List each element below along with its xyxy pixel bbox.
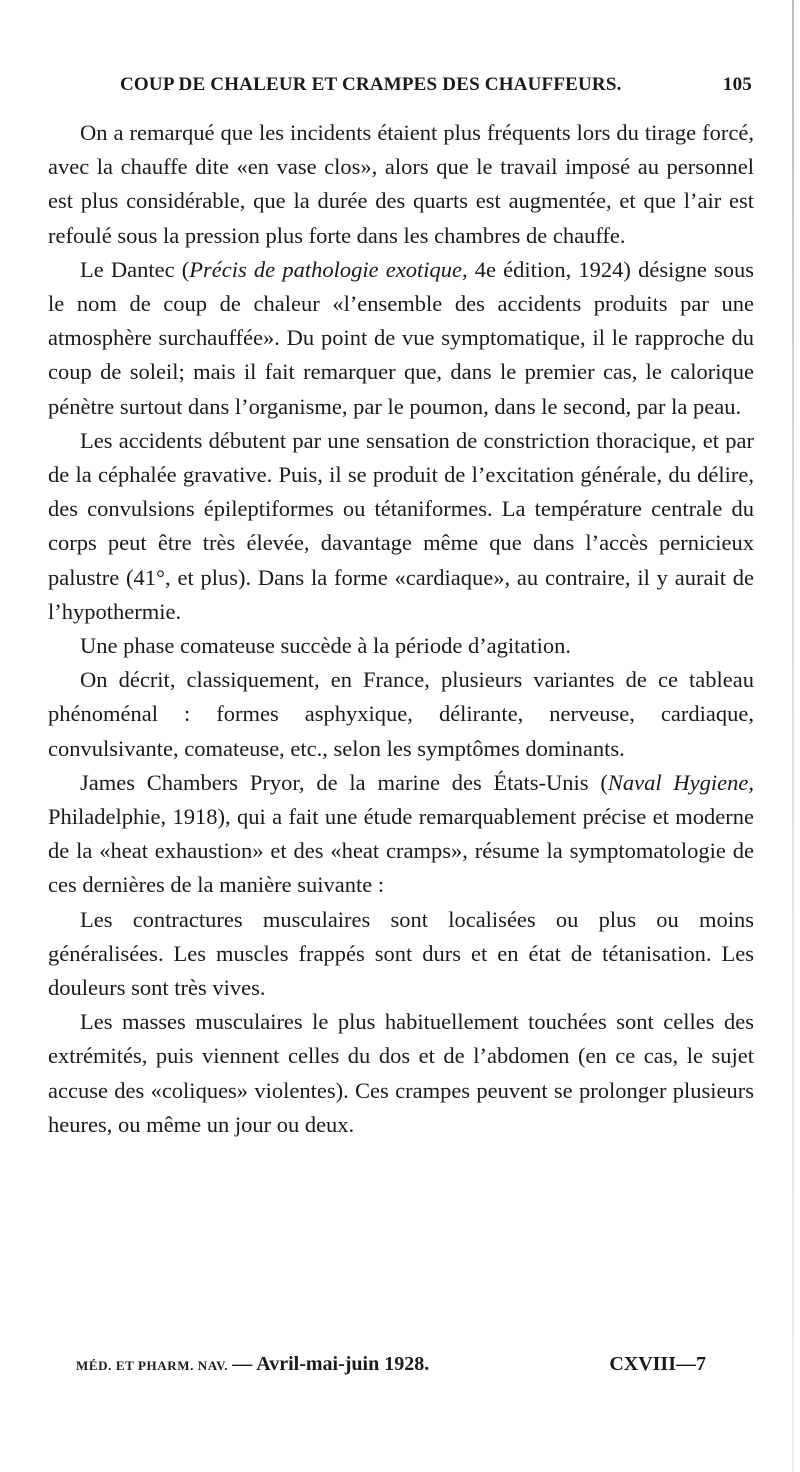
text-run: 4e édition, 1924) désigne sous le nom de coup de chaleur «l’ensemble des accidents produits par une atmosphère surchauffée». Du point de vue symptomatique, il le rapproche du coup de soleil; mais il fait remarquer que, dans le premier cas, le calorique pénètre surtout dans l’organisme, par le poumon, dans le second, par la peau. — [48, 256, 755, 419]
paragraph — [48, 116, 754, 253]
text-run: Les contractures musculaires sont localisées ou plus ou moins généralisées. Les muscles frappés sont durs et en état de tétanisation. Les douleurs sont très vives. — [48, 906, 754, 1001]
text-run: Philadelphie, 1918), qui a fait une étude remarquablement précise et moderne de la «heat exhaustion» et des «heat cramps», résume la symptomatologie de ces dernières de la manière suivante : — [48, 804, 754, 898]
footer-journal: MÉD. ET PHARM. NAV. — [76, 1358, 229, 1373]
running-header — [120, 74, 752, 96]
italic-run: Précis de pathologie exotique, — [189, 256, 468, 282]
paragraph — [48, 253, 754, 424]
italic-run: Naval Hygiene, — [607, 769, 754, 795]
footer-date: Avril-mai-juin 1928. — [256, 1353, 430, 1375]
paragraph — [48, 663, 754, 766]
footer-separator: — — [232, 1353, 253, 1375]
text-run: On a remarqué que les incidents étaient plus fréquents lors du tirage forcé, avec la chauffe dite «en vase clos», alors que le travail imposé au personnel est plus considérable, que la durée des quarts est augmentée, et que l’air est refoulé sous la pression plus forte dans les chambres de chauffe. — [48, 120, 754, 248]
text-run: Le Dantec ( — [80, 256, 190, 282]
text-run: On décrit, classiquement, en France, plusieurs variantes de ce tableau phénoménal : formes asphyxique, délirante, nerveuse, cardiaque, convulsivante, comateuse, etc., selon les symptômes dominants. — [48, 667, 754, 761]
page-number: 105 — [722, 74, 752, 95]
text-run: James Chambers Pryor, de la marine des États-Unis ( — [80, 769, 608, 795]
paragraph — [48, 424, 754, 629]
running-title: COUP DE CHALEUR ET CRAMPES DES CHAUFFEURS. — [120, 74, 622, 95]
body-text — [48, 116, 754, 1142]
text-run: Les accidents débutent par une sensation de constriction thoracique, et par de la céphalée gravative. Puis, il se produit de l’excitation générale, du délire, des convulsions épileptiformes ou tétaniformes. La température centrale du corps peut être très élevée, davantage même que dans l’accès pernicieux palustre (41°, et plus). Dans la forme «cardiaque», au contraire, il y aurait de l’hypothermie. — [48, 427, 754, 624]
paragraph — [48, 629, 754, 663]
page-edge — [792, 0, 794, 1472]
page-footer — [76, 1353, 706, 1376]
paragraph — [48, 1005, 754, 1142]
paragraph — [48, 903, 754, 1006]
text-run: Les masses musculaires le plus habituellement touchées sont celles des extrémités, puis viennent celles du dos et de l’abdomen (en ce cas, le sujet accuse des «coliques» violentes). Ces crampes peuvent se prolonger plusieurs heures, ou même un jour ou deux. — [48, 1009, 754, 1137]
text-run: Une phase comateuse succède à la période d’agitation. — [80, 633, 572, 659]
paragraph — [48, 766, 754, 903]
footer-signature: CXVIII—7 — [609, 1353, 706, 1375]
